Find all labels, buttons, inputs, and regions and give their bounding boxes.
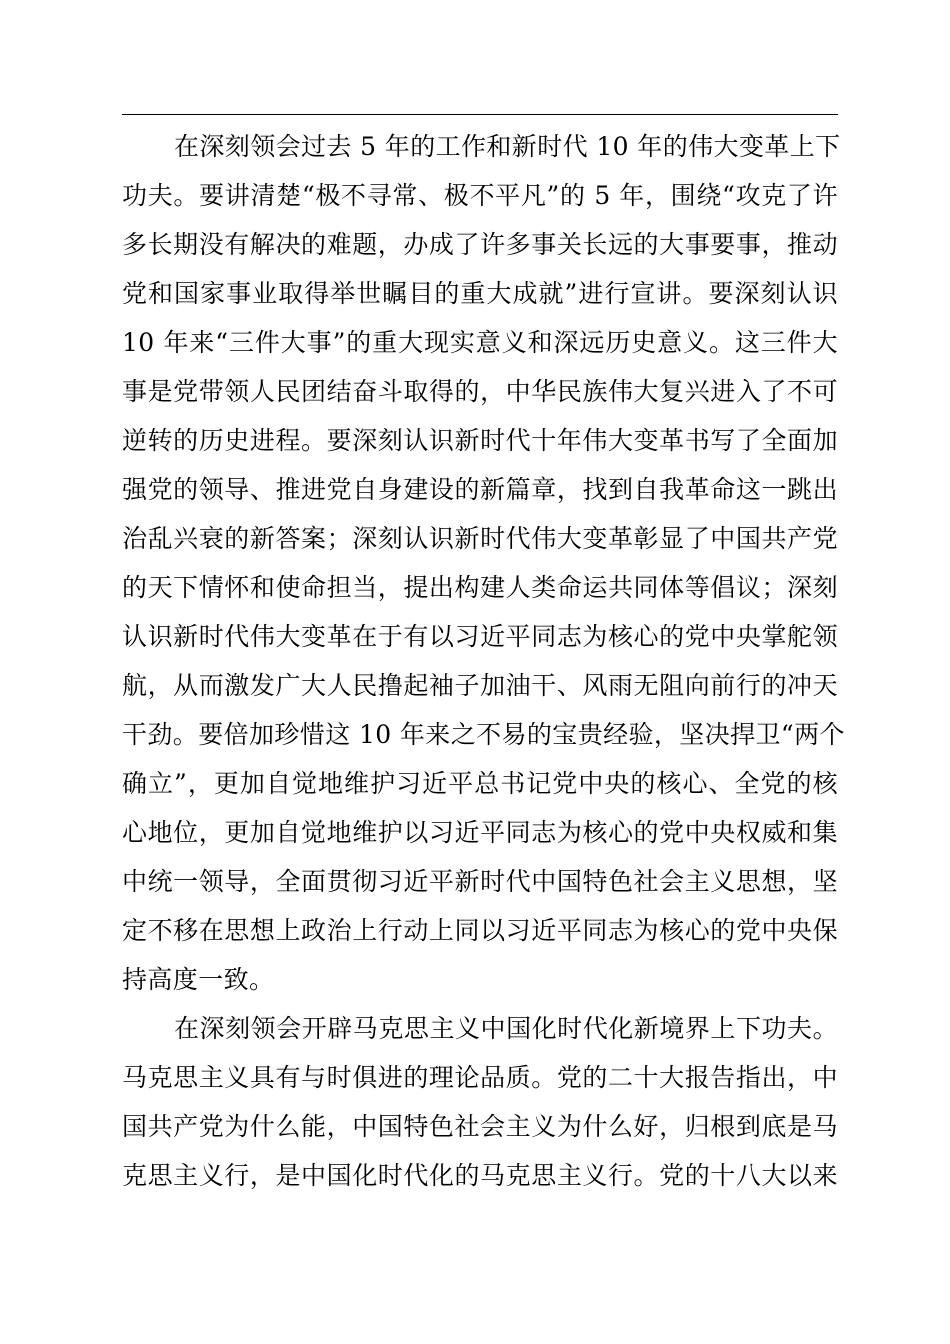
body-text bbox=[122, 122, 845, 1200]
paragraph-line: 马克思主义具有与时俱进的理论品质。党的二十大报告指出，中 bbox=[122, 1063, 838, 1092]
paragraph-line: 干劲。要倍加珍惜这 10 年来之不易的宝贵经验，坚决捍卫“两个 bbox=[122, 720, 845, 749]
paragraph-line: 确立”，更加自觉地维护习近平总书记党中央的核心、全党的核 bbox=[122, 769, 838, 798]
paragraph-line: 10 年来“三件大事”的重大现实意义和深远历史意义。这三件大 bbox=[122, 328, 838, 357]
paragraph-line: 克思主义行，是中国化时代化的马克思主义行。党的十八大以来 bbox=[122, 1161, 838, 1190]
header-rule bbox=[122, 114, 838, 115]
paragraph-2 bbox=[122, 1004, 838, 1200]
paragraph-line: 治乱兴衰的新答案；深刻认识新时代伟大变革彰显了中国共产党 bbox=[122, 524, 838, 553]
paragraph-line: 党和国家事业取得举世瞩目的重大成就”进行宣讲。要深刻认识 bbox=[122, 279, 838, 308]
paragraph-line: 事是党带领人民团结奋斗取得的，中华民族伟大复兴进入了不可 bbox=[122, 377, 838, 406]
paragraph-line: 在深刻领会开辟马克思主义中国化时代化新境界上下功夫。 bbox=[174, 1014, 838, 1043]
paragraph-line: 持高度一致。 bbox=[122, 965, 275, 994]
paragraph-line: 认识新时代伟大变革在于有以习近平同志为核心的党中央掌舵领 bbox=[122, 622, 838, 651]
paragraph-line: 国共产党为什么能，中国特色社会主义为什么好，归根到底是马 bbox=[122, 1112, 838, 1141]
paragraph-line: 中统一领导，全面贯彻习近平新时代中国特色社会主义思想，坚 bbox=[122, 867, 838, 896]
paragraph-line: 强党的领导、推进党自身建设的新篇章，找到自我革命这一跳出 bbox=[122, 475, 838, 504]
paragraph-line: 逆转的历史进程。要深刻认识新时代十年伟大变革书写了全面加 bbox=[122, 426, 838, 455]
paragraph-1 bbox=[122, 122, 845, 1004]
paragraph-line: 航，从而激发广大人民撸起袖子加油干、风雨无阻向前行的冲天 bbox=[122, 671, 838, 700]
paragraph-line: 多长期没有解决的难题，办成了许多事关长远的大事要事，推动 bbox=[122, 230, 838, 259]
paragraph-line: 功夫。要讲清楚“极不寻常、极不平凡”的 5 年，围绕“攻克了许 bbox=[122, 181, 838, 210]
paragraph-line: 心地位，更加自觉地维护以习近平同志为核心的党中央权威和集 bbox=[122, 818, 838, 847]
paragraph-line: 在深刻领会过去 5 年的工作和新时代 10 年的伟大变革上下 bbox=[174, 132, 841, 161]
paragraph-line: 的天下情怀和使命担当，提出构建人类命运共同体等倡议；深刻 bbox=[122, 573, 838, 602]
paragraph-line: 定不移在思想上政治上行动上同以习近平同志为核心的党中央保 bbox=[122, 916, 838, 945]
